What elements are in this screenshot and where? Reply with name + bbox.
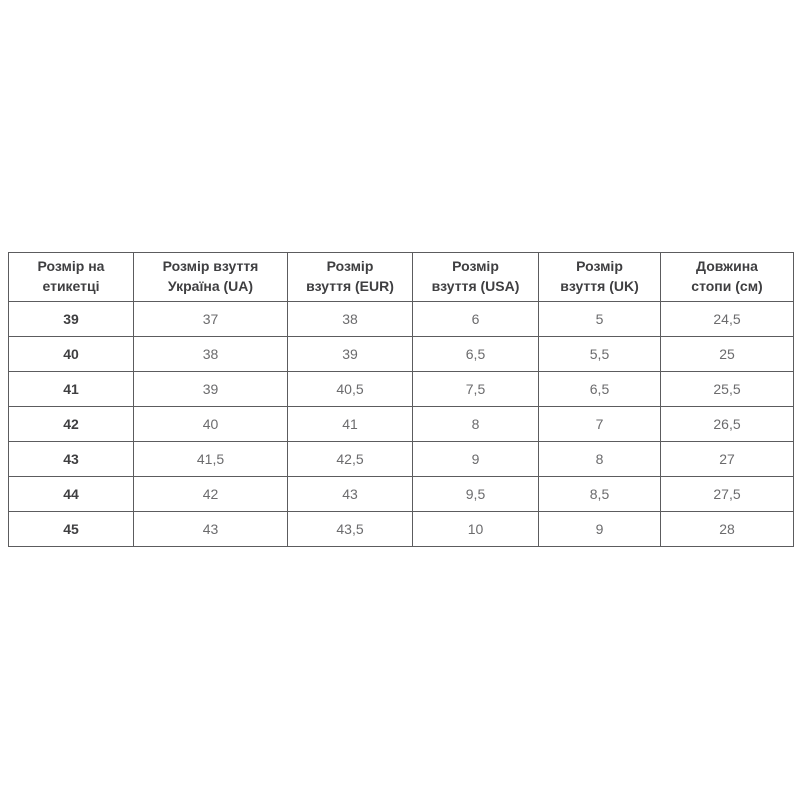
table-row — [9, 337, 794, 372]
header-line: взуття (USA) — [431, 278, 520, 294]
table-cell: 25 — [661, 337, 794, 372]
header-line: взуття (UK) — [560, 278, 639, 294]
header-line: взуття (EUR) — [306, 278, 394, 294]
table-cell: 9 — [413, 442, 539, 477]
row-label-cell: 41 — [9, 372, 134, 407]
header-line: Розмір — [576, 258, 623, 275]
header-row — [9, 253, 794, 302]
table-cell: 24,5 — [661, 302, 794, 337]
table-cell: 42 — [134, 477, 288, 512]
header-line: Розмір взуття — [162, 258, 259, 275]
row-label-cell: 42 — [9, 407, 134, 442]
table-cell: 9 — [539, 512, 661, 547]
table-cell: 43 — [288, 477, 413, 512]
table-cell: 5 — [539, 302, 661, 337]
table-cell: 10 — [413, 512, 539, 547]
table-cell: 41 — [288, 407, 413, 442]
row-label-cell: 43 — [9, 442, 134, 477]
table-cell: 25,5 — [661, 372, 794, 407]
table-cell: 41,5 — [134, 442, 288, 477]
table-row — [9, 512, 794, 547]
table-cell: 39 — [134, 372, 288, 407]
header-line: Розмір — [452, 258, 499, 275]
header-line: Довжина — [696, 258, 758, 275]
row-label-cell: 44 — [9, 477, 134, 512]
table-cell: 8 — [413, 407, 539, 442]
table-cell: 26,5 — [661, 407, 794, 442]
table-cell: 5,5 — [539, 337, 661, 372]
table-cell: 6,5 — [539, 372, 661, 407]
table-cell: 40 — [134, 407, 288, 442]
table-row — [9, 302, 794, 337]
table-cell: 8 — [539, 442, 661, 477]
table-row — [9, 477, 794, 512]
header-line: Розмір на — [37, 258, 105, 275]
row-label-cell: 39 — [9, 302, 134, 337]
table-cell: 28 — [661, 512, 794, 547]
column-header-foot-length — [661, 253, 794, 302]
table-cell: 38 — [134, 337, 288, 372]
table-row — [9, 407, 794, 442]
table-cell: 27,5 — [661, 477, 794, 512]
table-cell: 38 — [288, 302, 413, 337]
table-cell: 7,5 — [413, 372, 539, 407]
column-header-usa-size — [413, 253, 539, 302]
row-label-cell: 40 — [9, 337, 134, 372]
header-line: етикетці — [42, 278, 100, 294]
table-cell: 39 — [288, 337, 413, 372]
row-label-cell: 45 — [9, 512, 134, 547]
column-header-eur-size — [288, 253, 413, 302]
table-cell: 7 — [539, 407, 661, 442]
table-cell: 42,5 — [288, 442, 413, 477]
table-cell: 6 — [413, 302, 539, 337]
column-header-uk-size — [539, 253, 661, 302]
table-row — [9, 442, 794, 477]
header-line: Україна (UA) — [167, 278, 254, 294]
header-line: Розмір — [326, 258, 374, 275]
shoe-size-conversion-table — [8, 252, 794, 547]
header-line: стопи (см) — [691, 278, 763, 294]
table-cell: 8,5 — [539, 477, 661, 512]
table-row — [9, 372, 794, 407]
table-cell: 40,5 — [288, 372, 413, 407]
column-header-ua-size — [134, 253, 288, 302]
table-cell: 6,5 — [413, 337, 539, 372]
table-cell: 43,5 — [288, 512, 413, 547]
table-cell: 43 — [134, 512, 288, 547]
table-cell: 37 — [134, 302, 288, 337]
column-header-label-size — [9, 253, 134, 302]
table-cell: 9,5 — [413, 477, 539, 512]
table-cell: 27 — [661, 442, 794, 477]
